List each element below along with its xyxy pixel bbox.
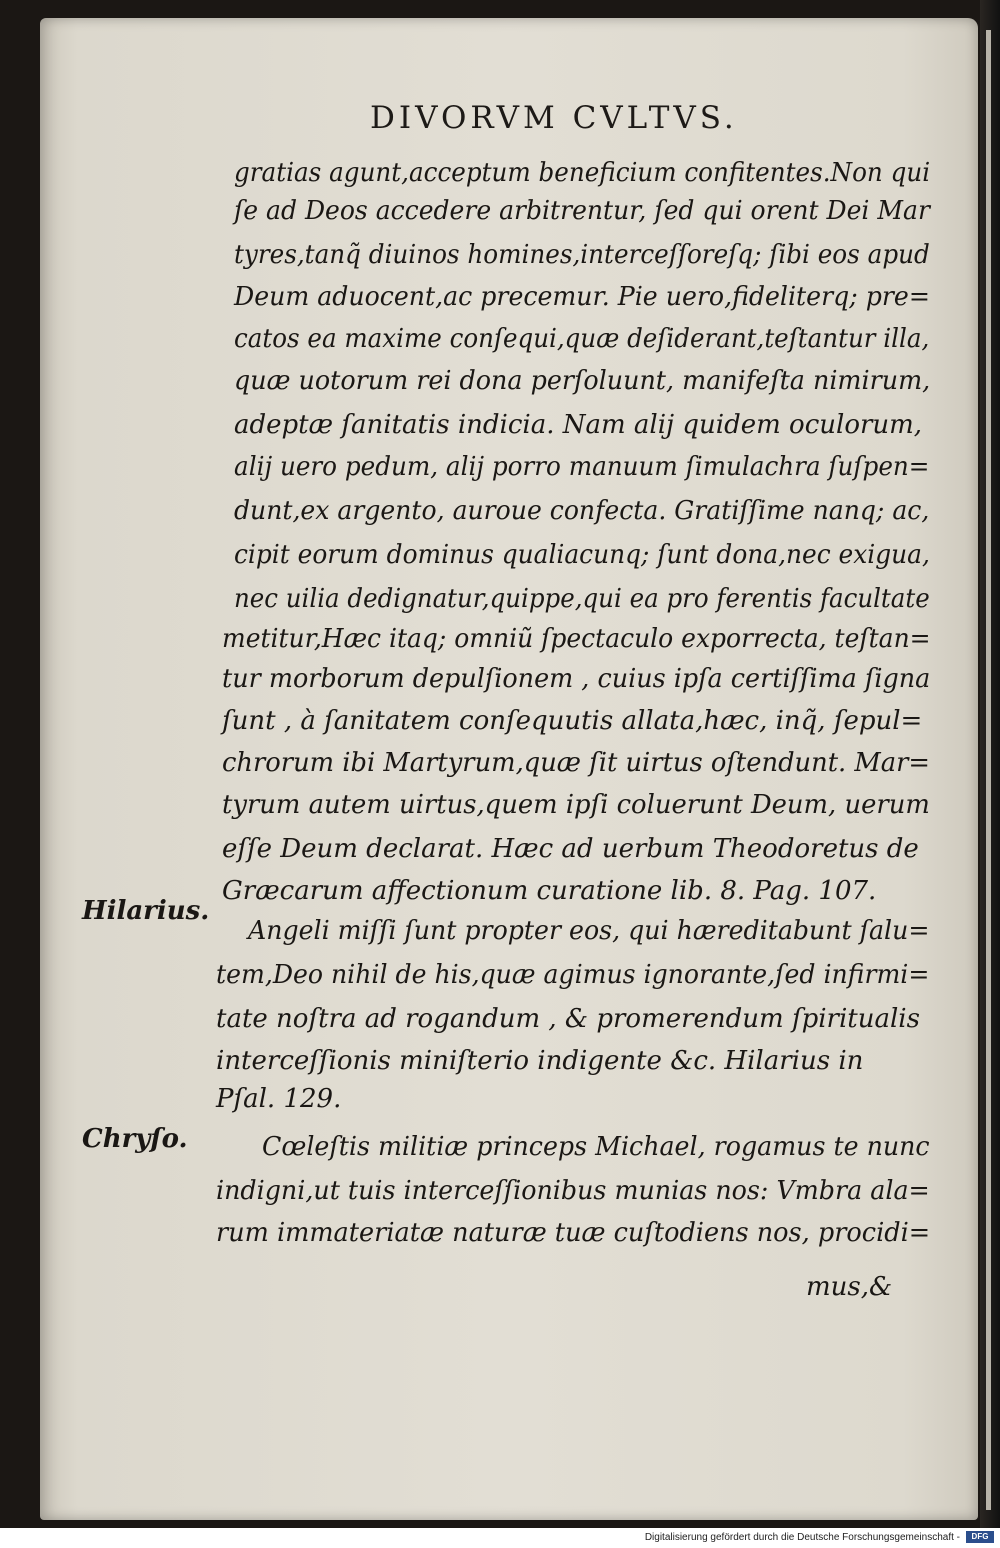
- text-line: tur morborum depulſionem , cuius ipſa certiſſima ſigna: [222, 664, 931, 694]
- text-line: tyres,tanq̃ diuinos homines,interceſſoreſq; ſibi eos apud: [234, 240, 930, 270]
- text-line: alij uero pedum, alij porro manuum ſimulachra ſuſpen=: [234, 452, 930, 482]
- text-line: chrorum ibi Martyrum,quæ ſit uirtus oſtendunt. Mar=: [222, 748, 930, 778]
- running-head: DIVORVM CVLTVS.: [370, 100, 738, 136]
- text-line: cipit eorum dominus qualiacunq; ſunt dona,nec exigua,: [234, 540, 930, 570]
- text-line: metitur,Hæc itaq; omniũ ſpectaculo exporrecta, teſtan=: [222, 624, 931, 654]
- text-line: eſſe Deum declarat. Hæc ad uerbum Theodoretus de: [222, 834, 919, 864]
- text-line: Angeli miſſi ſunt propter eos, qui hæreditabunt ſalu=: [248, 916, 930, 946]
- footer-credit: Digitalisierung gefördert durch die Deutsche Forschungsgemeinschaft -: [644, 1532, 960, 1543]
- text-line: adeptæ ſanitatis indicia. Nam alij quidem oculorum,: [234, 410, 923, 440]
- dfg-logo-icon: DFG: [966, 1531, 994, 1543]
- text-line: tem,Deo nihil de his,quæ agimus ignorante,ſed infirmi=: [216, 960, 930, 990]
- text-line: indigni,ut tuis interceſſionibus munias nos: Vmbra ala=: [216, 1176, 930, 1206]
- footer-bar: [0, 1528, 1000, 1548]
- text-line: nec uilia dedignatur,quippe,qui ea pro ferentis facultate: [234, 584, 930, 614]
- scan-edge: [980, 0, 1000, 1528]
- text-line: dunt,ex argento, auroue confecta. Gratiſſime nanq; ac,: [234, 496, 930, 526]
- text-line: tate noſtra ad rogandum , & promerendum ſpiritualis: [216, 1004, 920, 1034]
- text-line: Pſal. 129.: [216, 1084, 342, 1114]
- text-line: tyrum autem uirtus,quem ipſi coluerunt Deum, uerum: [222, 790, 930, 820]
- text-line: Cœleſtis militiæ princeps Michael, rogamus te nunc: [262, 1132, 930, 1162]
- text-line: catos ea maxime conſequi,quæ deſiderant,teſtantur illa,: [234, 324, 930, 354]
- text-line: Græcarum affectionum curatione lib. 8. Pag. 107.: [222, 876, 877, 906]
- text-line: quæ uotorum rei dona perſoluunt, manifeſta nimirum,: [234, 366, 931, 396]
- text-line: Deum aduocent,ac precemur. Pie uero,fideliterq; pre=: [234, 282, 930, 312]
- text-line: interceſſionis miniſterio indigente &c. Hilarius in: [216, 1046, 864, 1076]
- text-line: ſunt , à ſanitatem conſequutis allata,hæc, inq̃, ſepul=: [222, 706, 923, 736]
- catchword: mus,&: [806, 1272, 893, 1302]
- text-line: rum immateriatæ naturæ tuæ cuſtodiens nos, procidi=: [216, 1218, 931, 1248]
- text-line: gratias agunt,acceptum beneficium confitentes.Non qui: [234, 158, 931, 188]
- margin-note-hilarius: Hilarius.: [82, 896, 210, 926]
- margin-note-chryso: Chryſo.: [82, 1124, 188, 1154]
- text-line: ſe ad Deos accedere arbitrentur, ſed qui orent Dei Mar: [234, 196, 930, 226]
